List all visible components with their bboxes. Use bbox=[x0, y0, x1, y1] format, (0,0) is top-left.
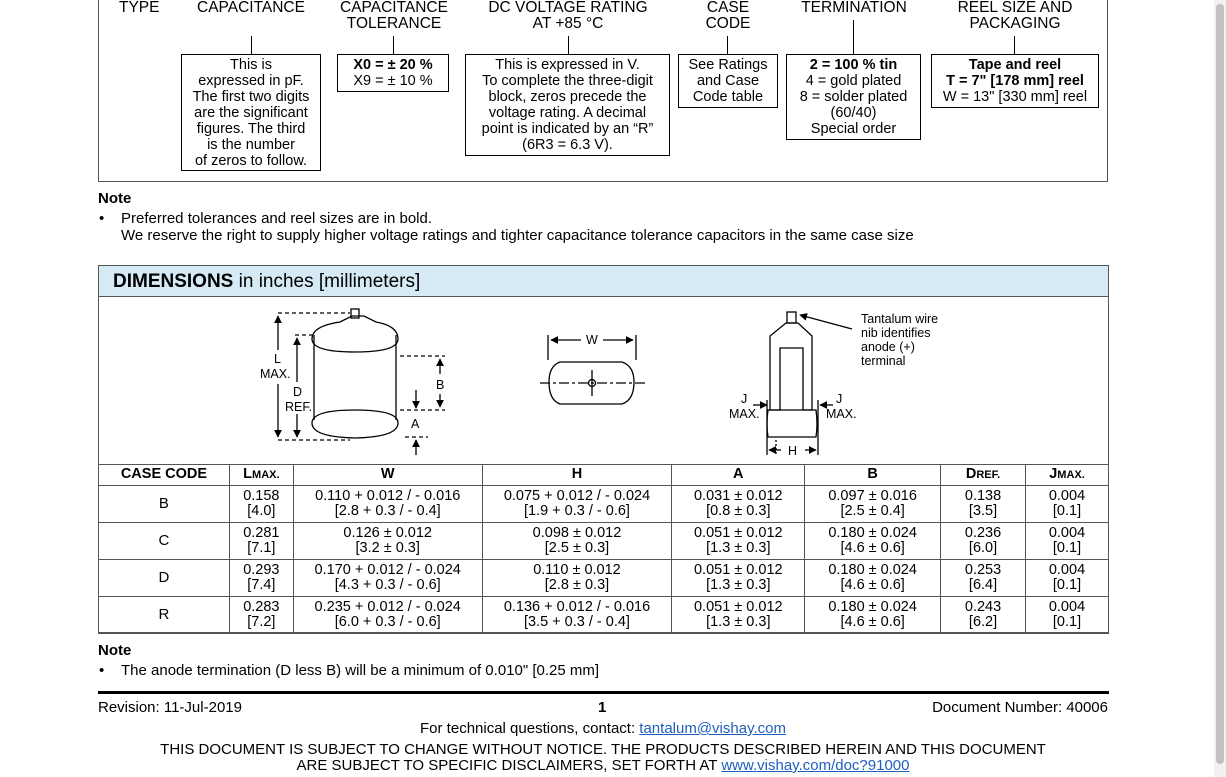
col-header-l: LMAX. bbox=[229, 465, 293, 486]
table-cell: 0.004 [0.1] bbox=[1026, 486, 1109, 523]
header-case-code: CASE CODE bbox=[705, 0, 751, 32]
connector-line bbox=[1014, 36, 1015, 54]
note-text: We reserve the right to supply higher voltage ratings and tighter capacitance tolerance capacitors in the same case size bbox=[121, 227, 914, 244]
table-cell: 0.158 [4.0] bbox=[229, 486, 293, 523]
table-cell: 0.004 [0.1] bbox=[1026, 523, 1109, 560]
case-code-cell: D bbox=[99, 560, 230, 597]
label-a: A bbox=[411, 417, 420, 431]
header-dc-voltage: DC VOLTAGE RATING AT +85 °C bbox=[488, 0, 648, 32]
table-cell: 0.293 [7.4] bbox=[229, 560, 293, 597]
case-code-cell: R bbox=[99, 597, 230, 634]
table-cell: 0.281 [7.1] bbox=[229, 523, 293, 560]
label-b: B bbox=[436, 378, 445, 392]
table-cell: 0.138 [3.5] bbox=[941, 486, 1026, 523]
table-cell: 0.075 + 0.012 / - 0.024 [1.9 + 0.3 / - 0.6] bbox=[482, 486, 672, 523]
table-cell: 0.051 ± 0.012 [1.3 ± 0.3] bbox=[672, 560, 805, 597]
table-cell: 0.110 + 0.012 / - 0.016 [2.8 + 0.3 / - 0.4] bbox=[293, 486, 482, 523]
connector-line bbox=[853, 20, 854, 54]
table-row bbox=[99, 523, 1109, 560]
vertical-scrollbar[interactable] bbox=[1214, 0, 1226, 777]
table-cell: 0.236 [6.0] bbox=[941, 523, 1026, 560]
table-cell: 0.180 ± 0.024 [4.6 ± 0.6] bbox=[805, 560, 941, 597]
page-number: 1 bbox=[598, 699, 607, 716]
reel-size-box: Tape and reel T = 7" [178 mm] reel W = 13" [330 mm] reel bbox=[931, 54, 1099, 108]
header-type: TYPE bbox=[119, 0, 160, 16]
case-code-cell: B bbox=[99, 486, 230, 523]
wire-callout: Tantalum wire nib identifies anode (+) terminal bbox=[861, 312, 939, 368]
dimensions-table bbox=[98, 464, 1109, 634]
table-cell: 0.051 ± 0.012 [1.3 ± 0.3] bbox=[672, 597, 805, 634]
label-j-left-max: MAX. bbox=[729, 407, 760, 421]
table-cell: 0.004 [0.1] bbox=[1026, 560, 1109, 597]
contact-line: For technical questions, contact: tantalum@vishay.com bbox=[420, 720, 786, 737]
col-header-w: W bbox=[293, 465, 482, 486]
disclaimer: THIS DOCUMENT IS SUBJECT TO CHANGE WITHOUT NOTICE. THE PRODUCTS DESCRIBED HEREIN AND THIS DOCUMENT ARE SUBJECT TO SPECIFIC DISCLAIMERS, SET FORTH AT www.vishay.com/doc?91000 bbox=[160, 741, 1046, 774]
table-cell: 0.004 [0.1] bbox=[1026, 597, 1109, 634]
col-header-h: H bbox=[482, 465, 672, 486]
label-j-right: J bbox=[836, 392, 843, 406]
table-cell: 0.170 + 0.012 / - 0.024 [4.3 + 0.3 / - 0.6] bbox=[293, 560, 482, 597]
connector-line bbox=[568, 36, 569, 54]
table-header-row bbox=[99, 465, 1109, 486]
table-cell: 0.235 + 0.012 / - 0.024 [6.0 + 0.3 / - 0.6] bbox=[293, 597, 482, 634]
table-row bbox=[99, 486, 1109, 523]
label-l-max: MAX. bbox=[260, 367, 291, 381]
table-cell: 0.097 ± 0.016 [2.5 ± 0.4] bbox=[805, 486, 941, 523]
label-w: W bbox=[586, 333, 598, 347]
connector-line bbox=[393, 36, 394, 54]
label-h: H bbox=[788, 444, 798, 458]
table-cell: 0.031 ± 0.012 [0.8 ± 0.3] bbox=[672, 486, 805, 523]
note-bullet: • bbox=[99, 662, 105, 679]
disclaimer-link[interactable]: www.vishay.com/doc?91000 bbox=[721, 757, 910, 774]
header-termination: TERMINATION bbox=[801, 0, 907, 16]
case-code-box: See Ratings and Case Code table bbox=[678, 54, 778, 108]
label-l: L bbox=[274, 352, 281, 366]
col-header-a: A bbox=[672, 465, 805, 486]
header-reel-size: REEL SIZE AND PACKAGING bbox=[957, 0, 1073, 32]
note-title: Note bbox=[98, 190, 132, 207]
table-cell: 0.180 ± 0.024 [4.6 ± 0.6] bbox=[805, 523, 941, 560]
table-cell: 0.253 [6.4] bbox=[941, 560, 1026, 597]
table-cell: 0.180 ± 0.024 [4.6 ± 0.6] bbox=[805, 597, 941, 634]
table-cell: 0.051 ± 0.012 [1.3 ± 0.3] bbox=[672, 523, 805, 560]
label-d: D bbox=[293, 385, 303, 399]
capacitance-box: This is expressed in pF. The first two digits are the significant figures. The third is the number of zeros to follow. bbox=[181, 54, 321, 171]
voltage-box: This is expressed in V. To complete the three-digit block, zeros precede the voltage rating. A decimal point is indicated by an “R” (6R3 = 6.3 V). bbox=[465, 54, 670, 156]
col-header-j: JMAX. bbox=[1026, 465, 1109, 486]
case-code-cell: C bbox=[99, 523, 230, 560]
dimensions-title: DIMENSIONS in inches [millimeters] bbox=[99, 266, 1108, 297]
label-j-right-max: MAX. bbox=[826, 407, 857, 421]
tolerance-box: X0 = ± 20 % X9 = ± 10 % bbox=[337, 54, 449, 92]
note-text: Preferred tolerances and reel sizes are in bold. bbox=[121, 210, 433, 227]
header-capacitance-tolerance: CAPACITANCE TOLERANCE bbox=[340, 0, 448, 32]
connector-line bbox=[251, 36, 252, 54]
table-cell: 0.126 ± 0.012 [3.2 ± 0.3] bbox=[293, 523, 482, 560]
contact-email-link[interactable]: tantalum@vishay.com bbox=[639, 720, 786, 737]
col-header-b: B bbox=[805, 465, 941, 486]
table-row bbox=[99, 597, 1109, 634]
table-cell: 0.136 + 0.012 / - 0.016 [3.5 + 0.3 / - 0.4] bbox=[482, 597, 672, 634]
note-title: Note bbox=[98, 642, 132, 659]
table-row bbox=[99, 560, 1109, 597]
revision-date: Revision: 11-Jul-2019 bbox=[98, 699, 242, 716]
table-cell: 0.283 [7.2] bbox=[229, 597, 293, 634]
header-capacitance: CAPACITANCE bbox=[197, 0, 305, 16]
col-header-case-code: CASE CODE bbox=[99, 465, 230, 486]
table-cell: 0.098 ± 0.012 [2.5 ± 0.3] bbox=[482, 523, 672, 560]
note-bullet: • bbox=[99, 210, 105, 227]
footer-rule bbox=[98, 691, 1109, 694]
scrollbar-thumb[interactable] bbox=[1216, 4, 1224, 764]
label-j-left: J bbox=[741, 392, 748, 406]
termination-box: 2 = 100 % tin 4 = gold plated 8 = solder plated (60/40) Special order bbox=[786, 54, 921, 140]
table-cell: 0.110 ± 0.012 [2.8 ± 0.3] bbox=[482, 560, 672, 597]
document-number: Document Number: 40006 bbox=[932, 699, 1108, 716]
connector-line bbox=[727, 36, 728, 54]
label-d-ref: REF. bbox=[285, 400, 313, 414]
table-cell: 0.243 [6.2] bbox=[941, 597, 1026, 634]
col-header-d: DREF. bbox=[941, 465, 1026, 486]
note-text: The anode termination (D less B) will be a minimum of 0.010" [0.25 mm] bbox=[121, 662, 600, 679]
